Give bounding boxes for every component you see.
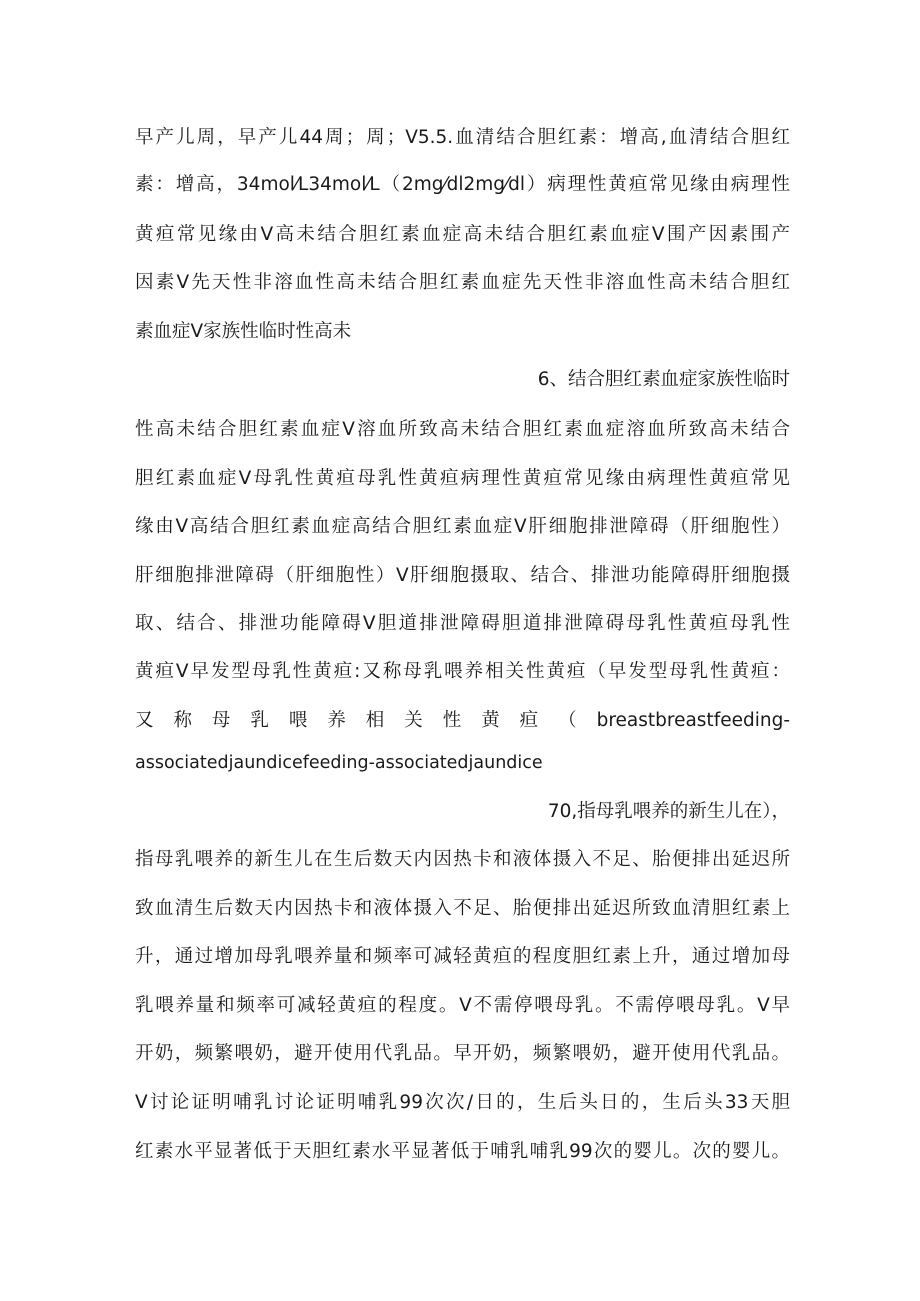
text-line-19: 乳喂养量和频率可减轻黄疸的程度。V不需停喂母乳。不需停喂母乳。V早 [135,995,790,1016]
text-line-14: associatedjaundicefeeding-associatedjaundice [135,753,543,773]
text-line-4: 因素V先天性非溶血性高未结合胆红素血症先天性非溶血性高未结合胆红 [135,272,790,293]
text-line-18: 升，通过增加母乳喂养量和频率可减轻黄疸的程度胆红素上升，通过增加母 [135,946,790,967]
text-line-5: 素血症V家族性临时性高未 [135,321,352,342]
text-line-16: 指母乳喂养的新生儿在生后数天内因热卡和液体摄入不足、胎便排出延迟所 [135,849,790,870]
text-line-9: 缘由V高结合胆红素血症高结合胆红素血症V肝细胞排泄障碍（肝细胞性） [135,516,790,537]
text-line-1: 早产儿周，早产儿44周；周；V5.5.血清结合胆红素：增高,血清结合胆红 [135,127,790,148]
text-line-22: 红素水平显著低于天胆红素水平显著低于哺乳哺乳99次的婴儿。次的婴儿。 [135,1141,790,1162]
text-line-20: 开奶，频繁喂奶，避开使用代乳品。早开奶，频繁喂奶，避开使用代乳品。 [135,1043,790,1064]
text-line-21: V讨论证明哺乳讨论证明哺乳99次次/日的，生后头日的，生后头33天胆 [135,1092,790,1113]
text-line-8: 胆红素血症V母乳性黄疸母乳性黄疸病理性黄疸常见缘由病理性黄疸常见 [135,468,790,489]
text-line-10: 肝细胞排泄障碍（肝细胞性）V肝细胞摄取、结合、排泄功能障碍肝细胞摄 [135,565,790,586]
text-line-13: 又 称 母 乳 喂 养 相 关 性 黄 疸 （ breastbreastfeeding- [135,710,790,731]
text-line-12: 黄疸V早发型母乳性黄疸:又称母乳喂养相关性黄疸（早发型母乳性黄疸： [135,661,790,682]
text-line-11: 取、结合、排泄功能障碍V胆道排泄障碍胆道排泄障碍母乳性黄疸母乳性 [135,613,790,634]
text-line-7: 性高未结合胆红素血症V溶血所致高未结合胆红素血症溶血所致高未结合 [135,419,790,440]
text-line-3: 黄疸常见缘由V高未结合胆红素血症高未结合胆红素血症V围产因素围产 [135,224,790,245]
text-line-15: 70,指母乳喂养的新生儿在）， [547,801,790,822]
text-line-17: 致血清生后数天内因热卡和液体摄入不足、胎便排出延迟所致血清胆红素上 [135,898,790,919]
text-line-6-heading: 6、结合胆红素血症家族性临时 [537,369,790,390]
text-line-2: 素：增高，34mol⁄L34mol⁄L（2mg⁄dl2mg⁄dl）病理性黄疸常见缘由病理性 [135,174,790,195]
